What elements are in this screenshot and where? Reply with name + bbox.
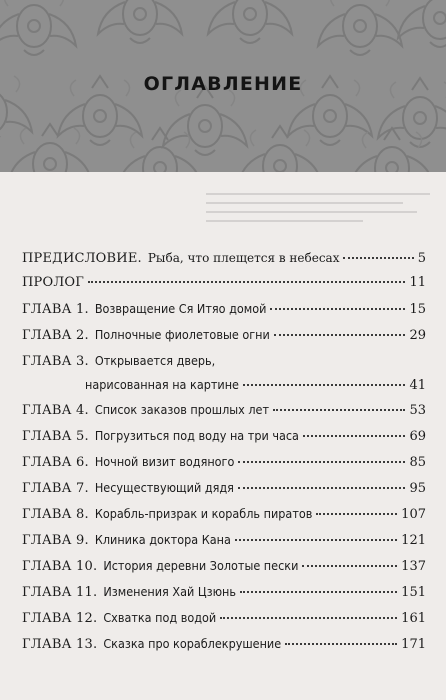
- toc-page: 137: [401, 559, 426, 574]
- toc-heading: ОГЛАВЛЕНИЕ: [143, 73, 303, 95]
- toc-entry-chapter-13: [22, 636, 426, 653]
- dot-leader: [88, 280, 405, 283]
- toc-page: 11: [409, 275, 426, 290]
- dot-leader: [238, 486, 406, 489]
- toc-page: 41: [409, 378, 426, 393]
- toc-title: Список заказов прошлых лет: [94, 402, 270, 417]
- toc-title: История деревни Золотые пески: [103, 558, 299, 573]
- toc-entry-chapter-8: [22, 506, 426, 523]
- toc-entry-chapter-9: [22, 532, 426, 549]
- toc-label: ГЛАВА 3.: [22, 354, 89, 369]
- dot-leader: [243, 383, 405, 386]
- toc-entry-preface: [22, 250, 426, 267]
- toc-entry-chapter-4: [22, 402, 426, 419]
- toc-label: ГЛАВА 9.: [22, 533, 89, 548]
- toc-label: ГЛАВА 12.: [22, 611, 98, 626]
- toc-entry-chapter-12: [22, 610, 426, 627]
- toc-label: ГЛАВА 6.: [22, 455, 89, 470]
- dot-leader: [316, 512, 397, 515]
- toc-entry-chapter-1: [22, 301, 426, 318]
- dot-leader: [238, 460, 405, 463]
- toc-title: Погрузиться под воду на три часа: [94, 428, 299, 443]
- toc-title: Полночные фиолетовые огни: [94, 327, 270, 342]
- dot-leader: [270, 307, 405, 310]
- toc-label: ПРЕДИСЛОВИЕ.: [22, 251, 142, 266]
- toc-page: 151: [401, 585, 426, 600]
- toc-label: ГЛАВА 7.: [22, 481, 89, 496]
- toc-page: 171: [401, 637, 426, 652]
- toc-label: ГЛАВА 11.: [22, 585, 98, 600]
- dot-leader: [240, 590, 397, 593]
- toc-title: Сказка про кораблекрушение: [103, 636, 282, 651]
- toc-entry-chapter-6: [22, 454, 426, 471]
- toc-title: Ночной визит водяного: [94, 454, 235, 469]
- toc-label: ГЛАВА 2.: [22, 328, 89, 343]
- toc-page: 15: [409, 302, 426, 317]
- toc-title: Открывается дверь,: [94, 353, 216, 368]
- dot-leader: [274, 333, 406, 336]
- toc-title: Возвращение Ся Итяо домой: [94, 301, 267, 316]
- dot-leader: [303, 434, 406, 437]
- dot-leader: [273, 408, 405, 411]
- toc-title: Рыба, что плещется в небесах: [147, 251, 340, 265]
- toc-title-continued: нарисованная на картине: [85, 377, 239, 392]
- toc-label: ГЛАВА 13.: [22, 637, 98, 652]
- toc-page: 121: [401, 533, 426, 548]
- dot-leader: [302, 564, 397, 567]
- toc-page: 69: [409, 429, 426, 444]
- toc-entry-chapter-2: [22, 327, 426, 344]
- toc-title: Клиника доктора Кана: [94, 532, 231, 547]
- toc-label: ГЛАВА 4.: [22, 403, 89, 418]
- toc-page: 95: [409, 481, 426, 496]
- toc-title: Несуществующий дядя: [94, 480, 234, 495]
- toc-entry-chapter-11: [22, 584, 426, 601]
- toc-entry-chapter-10: [22, 558, 426, 575]
- toc-title: Схватка под водой: [103, 610, 217, 625]
- toc-page: 85: [409, 455, 426, 470]
- toc-label: ГЛАВА 1.: [22, 302, 89, 317]
- toc-entry-chapter-5: [22, 428, 426, 445]
- toc-label: ГЛАВА 10.: [22, 559, 98, 574]
- header-banner: [0, 0, 446, 172]
- toc-title: Корабль-призрак и корабль пиратов: [94, 506, 313, 521]
- toc-title: Изменения Хай Цзюнь: [103, 584, 237, 599]
- toc-page: 29: [409, 328, 426, 343]
- dot-leader: [343, 256, 413, 259]
- toc-label: ГЛАВА 5.: [22, 429, 89, 444]
- toc-page: 5: [417, 251, 426, 266]
- show-through-text: [206, 186, 430, 246]
- toc-page: 161: [401, 611, 426, 626]
- toc-label: ГЛАВА 8.: [22, 507, 89, 522]
- toc-entry-chapter-7: [22, 480, 426, 497]
- dot-leader: [285, 642, 397, 645]
- toc-entry-chapter-3: [22, 353, 426, 394]
- toc-page: 53: [409, 403, 426, 418]
- toc-label: ПРОЛОГ: [22, 275, 85, 290]
- dot-leader: [235, 538, 397, 541]
- dot-leader: [220, 616, 397, 619]
- toc-page: 107: [401, 507, 426, 522]
- toc-entry-prologue: [22, 275, 426, 291]
